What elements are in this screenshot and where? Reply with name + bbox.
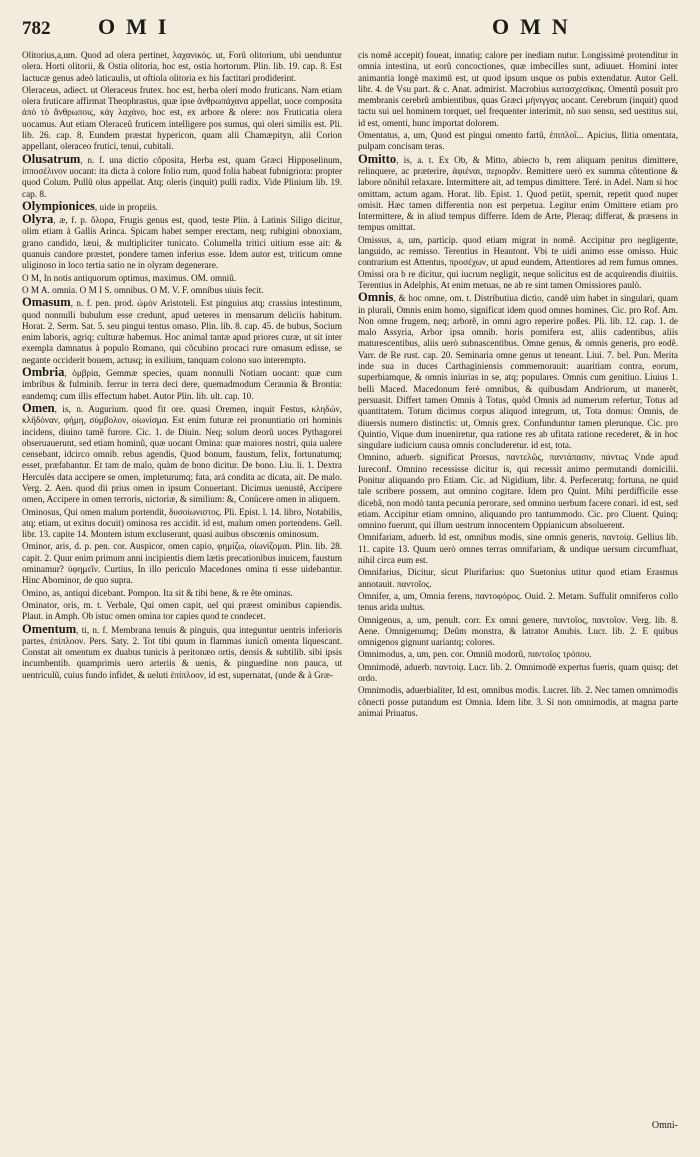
dictionary-entry <box>22 621 342 681</box>
dictionary-entry <box>358 615 678 649</box>
entry-text: , & hoc omne, om. t. Distributiua dictio, candẽ uim habet in singulari, quam in plurali, Omnis enim homo, significat idem quod omnes homines. Cic. pro Rof. Am. Non omne frugem, neq; arborẽ, in omni agro reperire poßes. Pli. lib. 12. cap. 1. de malo Assyria, Arbor ipsa omnib. horis pomifera est, aliis cadentibus, aliis maturescentibus, aliis uerò subnascentibus. Omne genus, & omnis generis, pro eodẽ. Varr. de Re rust. cap. 20. Seminaria omne genus ut teneant. Liui. 7. bel. Pun. Merita inde sua in duces Carthaginiensis commemorauit: auaritiam contra, eorum, superbiamque, & omnis iniurias in se, atq; populares. Omnis cum genitiuo. Liuius 1. belli Maced. Macedonum ferè omnibus, & quibusdam Andriorum, ut manerẽt, persuasit. Differt tamen Omnis à Totus, quòd Omnis ad numerum refertur, Totus ad quantitatem. Totum dicimus corpus aliquod integrum, ut, Tota domus: Omnis, de diuersis numero distinctis: ut, Omnis grex. Confunduntur tamen plerunque. Cic. pro Quintio, Vique dum inueniretur, qua ratione res ab ufitata ratione recederet, & in hoc singulare iudicium causa omnis concluderetur. id est, tota. <box>358 293 678 451</box>
entry-text: Oleraceus, adiect. ut Oleraceus frutex. hoc est, herba oleri modo fruticans. Nam etiam olera fruticare affirmat Theophrastus, quæ ipse ἀνθρωπάχανα appellat, uoce composita ἀπὸ τὸ ἄνθρωποις, κἀγ λαχάνο, hoc est, ex arbore & olere: nos Fruticatia olera uocamus. Aut etiam Oleraceû fruticem intelligere pos sumus, qui oleri similis est. Pli. lib. 26. cap. 8. Eundem præstat hypericon, quam alii Chamæpityn, alii Corion appellant, oleraceo frutici, tenui, cubitali. <box>22 84 342 152</box>
entry-text: Omnimodus, a, um, pen. cor. Omniũ modorũ, παντοῖος τρόπου. <box>358 649 592 660</box>
entry-text: , n. f. pen. prod. ὠμὸν Aristoteli. Est pinguius atq; crassius intestinum, quod nonnulli bubulum esse credunt, apud ueteres in mensarum deliciis habitum. Horat. 2. Serm. Sat. 5. seu pingui tentus omaso. Plin. lib. 8. cap. 45. de bubus, Socium enim laboris, agriq; culturæ habemus. Hoc animal tantæ apud priores curæ, ut sit inter exempla damnatus à populo Romano, qui cõcubino procaci rure omasum edisse, se negante occiderit bouem, actusq; in exilium, tanquam colono suo interempto. <box>22 298 342 365</box>
entry-text: , is, a. t. Ex Ob, & Mitto, abiecto b, rem aliquam penitus dimittere, relinquere, ac præterire, ἀφιέναι, περιορᾶν. Remittere uerò ex summa cõtentione & labore nõnihil relaxare. Intermittere ait, ad tempus dimittere. Teré. in Adel. Nam si hoc omittam, actum agam. Horat. lib. Epist. 1. Quod petiit, spernit, repetit quod nuper omisit. Hæc tamen differentia non est perpetua. Legitur enim Omittere etiam pro Intermittere, & in aliud tempus differre. Idem de Arte, Pleraq; differat, & præsens in tempus omittat. <box>358 154 678 233</box>
entry-headword: Omasum <box>22 295 71 310</box>
entry-text: , is, n. Augurium. quod fit ore. quasi Oremen, inquit Festus, κληδών, κλῆδόναν, φήμη, σύμβολον, οἰωνίσμα. Est enim futuræ rei pronuntiatio ori hominis incidens, diuino tamẽ furore. Cic. 1. de Diuin. Neq; solum deorũ uoces Pythagorei obseruauerunt, sed etiam hominũ, quæ uocant Omina: quæ maiores nostri, quia ualere censebant, idcirco omnib. rebus agendis, Quod bonum, faustum, felix, fortunatumq; esset, præfabantur. Et tam de malo, quàm de bono dicitur. De bono. Liu. li. 1. Dextra Herculès data accipere se omen, impleturumq; fata, ará condita ac dicata, ait. De malo. Verg. 2. Aen. quod dii prius omen in ipsum Conuertant. Dicimus uenustẽ, Accipere omen, Accipere in omen terroris, uictoriæ, & similium: &, Conücere omen in aliquem. <box>22 403 342 505</box>
dictionary-entry <box>358 130 678 153</box>
dictionary-entry <box>22 50 342 84</box>
entry-headword: Omitto <box>358 151 397 166</box>
left-column <box>22 50 342 720</box>
dictionary-entry <box>358 649 678 660</box>
dictionary-entry <box>22 367 342 402</box>
dictionary-entry <box>22 297 342 366</box>
dictionary-entry <box>22 273 342 284</box>
dictionary-entry <box>358 591 678 614</box>
entry-text: Omnimodè, aduerb. παντοίᾳ. Lucr. lib. 2. Omnimodè expertus fueris, quam quisq; det ordo. <box>358 661 678 684</box>
entry-text: O M, In notis antiquorum optimus, maximus. OM. omniũ. <box>22 272 237 283</box>
dictionary-entry <box>22 151 342 200</box>
dictionary-entry <box>22 214 342 271</box>
entry-headword: Omnis <box>358 290 394 305</box>
entry-text: , æ, f. p. ὄλυρα, Frugis genus est, quod, teste Plin. à Latinis Siligo dicitur, olim etiam à Gallis Arinca. Spicam habet semper erectam, neq; rubigini obnoxiam, grano candido, læui, & multipliciter tunicato. Columella tritici uitium esse ait: & quanuis candore præstet, pondere tamen inferius esse. Idem autor est, triticum omne uliginoso in loco tertia satio ne in olyram degenerare. <box>22 215 342 271</box>
entry-text: O M A. omnia. O M I S. omnibus. O M. V. F. omnibus uiuis fecit. <box>22 284 264 295</box>
entry-headword: Ombria <box>22 365 65 380</box>
page-header <box>22 14 680 50</box>
entry-text: cis nomẽ accepit) foueat, innatiq; calore per inediam nutur. Longissimè protenditur in omnia intestina, ut eorũ concoctiones, quæ imbecilles sunt, adiuuet. Homini inter animantia longè maximũ est, ut quod ipsum usque os pubis extendatur. Autor Gell. libr. 4. de Vsu part. & c. Anat. admirist. Macrobius κατασχεσίκας. Omentũ posuit pro membranis cerebrũ ambientibus, quas Græci μήνιγγας uocant. Cerebrum (inquit) quod tactu sui uel hominem torquet, uel frequenter interimit, nõ suo sensu, sed uestitus sui, id est, omenti, hunc importat dolorem. <box>358 50 678 128</box>
entry-headword: Omen <box>22 400 55 415</box>
entry-text: Omnifer, a, um, Omnia ferens, παντοφόρος. Ouid. 2. Metam. Suffulit omniferos collo tenus arida uultus. <box>358 590 678 613</box>
dictionary-entry <box>22 507 342 541</box>
running-head-left: OMI <box>98 14 178 39</box>
entry-text: Omnigenus, a, um, penult. corr. Ex omni genere, παντοῖος, παντοῖον. Verg. lib. 8. Aene. Omnigenumq; Deûm monstra, & latrator Anubis. Lucr. lib. 2. E quibus omnigenos gignunt uariantq; colores. <box>358 614 678 648</box>
entry-text: Omentatus, a, um, Quod est pingui omento fartũ, ἐπιπλοΐ... Apicius, Ilitia omentata, pulpam concisam teras. <box>358 130 678 152</box>
dictionary-entry <box>358 235 678 291</box>
right-column <box>358 50 678 720</box>
columns <box>22 50 680 720</box>
running-head-right: OMN <box>492 14 579 39</box>
page-number: 782 <box>22 18 51 39</box>
dictionary-entry <box>22 400 342 506</box>
entry-text: Ominosus, Qui omen malum portendit, δυσοίωνιστος. Pli. Epist. l. 14. libro, Notabilis, atq; etiam, ut exitus docuit) ominosa res accidit. id est, malum omen portendens. Gell. libr. 13. capite 14. Montem istum excluserant, quasi auibus obscœnis ominosum. <box>22 506 342 540</box>
entry-headword: Olyra <box>22 212 54 227</box>
dictionary-entry <box>22 600 342 623</box>
dictionary-entry <box>358 532 678 566</box>
dictionary-entry <box>22 198 342 213</box>
dictionary-entry <box>358 151 678 234</box>
entry-text: Omino, as, antiqui dicebant. Pompon. Ita sit & tibi bene, & re ête ominas. <box>22 587 293 598</box>
dictionary-entry <box>358 50 678 129</box>
entry-text: , ὀμβρία, Gemmæ species, quam nonnulli Notiam uocant: quæ cum imbribus & fulminib. ferrur in terra deci dere, quemadmodum Ceraunia & Brontia: eandemq; cum illis effectum habet. Autor Plin. lib. ult. cap. 10. <box>22 368 342 401</box>
entry-text: , uide in propriis. <box>94 201 158 212</box>
dictionary-entry <box>22 85 342 153</box>
dictionary-entry <box>358 452 678 531</box>
entry-text: Omnimodis, aduerbialiter, Id est, omnibus modis. Lucret. lib. 2. Nec tamen omnimodis cõnecti posse putandum est Omnia. Idem libr. 3. Si non omnimodis, at magna parte animai Priuatus. <box>358 685 678 718</box>
entry-text: Olitorius,a,um. Quod ad olera pertinet, λαχανικός. ut, Forũ olitorium, ubi uenduntur olera. Horti olitorii, & Ostia olitoria, hoc est, ostia hortorum. Plin. lib. 19. cap. 8. Est lactucæ genus adeò laticaulis, ut oftiola olitoria ex his factitari prodiderint. <box>22 50 342 83</box>
dictionary-entry <box>358 567 678 590</box>
entry-text: , ti, n. f. Membrana tenuis & pinguis, qua integuntur uentris inferioris partes, ἐπίπλοον. Pers. Saty. 2. Tot tibi quum in flammas iunicũ omenta liquescant. Constat ait omentum ex duabus tunicis à peritonæo ortis, densis & subtilib. sibi ipsis incumbentib. quamprimis uero arteriis & uenis, & pinguedine non pauca, ut uentriculũ, cuius fundo infidet, & ueluti ἐπίπλοον, id est, supernatat, (unde & à Græ- <box>22 624 342 680</box>
catchword: Omni- <box>651 1120 678 1131</box>
dictionary-entry <box>22 588 342 599</box>
entry-text: Omissus, a, um, particip. quod etiam migrat in nomẽ. Accipitur pro negligente, languido, ac remisso. Terentius in Heautont. Vbi te uidi animo esse omisso. Huic contrarium est Attentus, προσέχων, ut apud eundem, Attentiores ad rem fumus omnes. Omissi ora b re dicitur, qui iucrum negligit, neque solicitus est de acquirendis diuitiis. Terentius in Adelphis, At enim metuas, ne ab re sint tamen Omissiores paulò. <box>358 234 678 290</box>
dictionary-entry <box>358 662 678 685</box>
dictionary-entry <box>358 292 678 451</box>
entry-text: Omnifarius, Dicitur, sicut Plurifarius: quo Suetonius utitur quod etiam Erasmus annotauit. παντοῖος. <box>358 567 678 589</box>
entry-text: Omnino, aduerb. significat Prorsus, παντελῶς, παντάπασιν, πάντως Vnde apud Iureconf. Omnino recessisse dicitur is, qui recessit animo permutandi domicilii. Ponitur aliquando pro Etiam. Cic. ad Nigidium, libr. 4. Perfeceratq; fortuna, ne quid tale scribere possem, aut omnino cogitare. Idem pro Quint. Mihi perdifficile esse dicebã, non modò tanta pecunia perorare, sed omnino uerbum facere conari. id est, sed etiam. Accipitur etiam omnino, aliquando pro tantummodo. Cic. pro Cluent. Quinq; omnino fuerunt, qui illum uestrum innocentem Oppianicum absoluerent. <box>358 452 678 531</box>
dictionary-entry <box>22 541 342 586</box>
entry-text: Ominator, oris, m. t. Verbale, Qui omen capit, uel qui præest ominibus capiendis. Plaut. in Amph. Ob istuc omen omina tor capies quod te condecet. <box>22 599 342 622</box>
entry-text: Ominor, aris, d. p. pen. cor. Auspicor, omen capio, φημίζω, οἰωνίζομαι. Plin. lib. 28. capit. 2. Quur enim primum anni incipientis diem lætis precationibus inuicem, faustum ominamur? ὑφημεῖν. Curtius, In illo periculo Macedones omina ti esse uidebantur. Hinc Abominor, de quo supra. <box>22 541 342 586</box>
entry-text: Omnifariam, aduerb. Id est, omnibus modis, sine omnis generis, παντοίᾳ. Gellius lib. 11. capite 13. Quum uerò omnes terras omnifariam, & undique uersum circumfluat, nihil circa eum est. <box>358 532 678 566</box>
entry-headword: Olusatrum <box>22 151 81 166</box>
entry-headword: Olympionices <box>22 198 95 213</box>
entry-headword: Omentum <box>22 621 77 636</box>
dictionary-entry <box>358 685 678 719</box>
entry-text: , n. f. una dictio cõposita, Herba est, quam Græci Hipposelinum, ἱπποσέλινον uocant: ita dicta à colore folio rum, quod folia habeat fubnigriora: propter quod Colum. Pullũ olus appellat. Atq; oleris (inquit) pulli radix. Vide Plinium lib. 19. cap. 8. <box>22 154 342 199</box>
